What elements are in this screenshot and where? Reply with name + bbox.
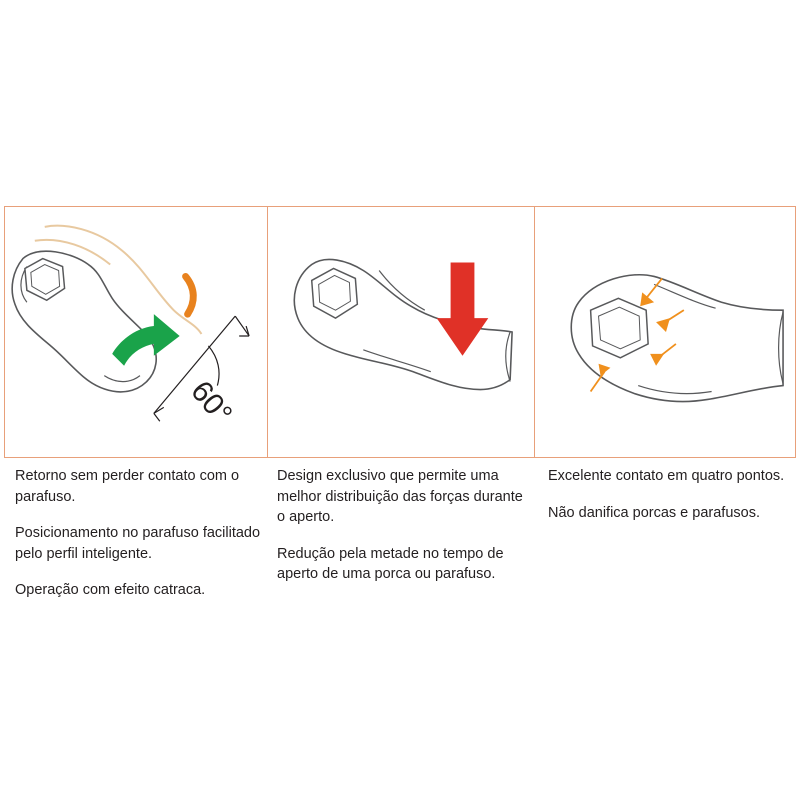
caption-column-3 (548, 466, 794, 523)
hex-bolt-head-icon (591, 298, 649, 358)
caption-text: Excelente contato em quatro pontos. (548, 468, 785, 484)
orange-arc-icon (186, 276, 194, 314)
panel-four-point-contact (534, 206, 796, 458)
panel-exclusive-design (267, 206, 535, 458)
panel-row (4, 206, 796, 458)
caption-text: Redução pela metade no tempo de aperto de uma porca ou parafuso. (277, 545, 504, 583)
caption-text: Posicionamento no parafuso facilitado pelo perfil inteligente. (15, 525, 261, 562)
panel-return-without-losing-contact (4, 206, 268, 458)
angle-label: 60° (184, 374, 239, 431)
caption-column-2 (277, 466, 525, 585)
caption-row (0, 466, 800, 631)
figure-wrench-benefits (0, 200, 800, 635)
caption-text: Operação com efeito catraca. (15, 582, 206, 599)
caption-column-1 (15, 466, 261, 601)
caption-text: Retorno sem perder contato com o parafuso. (15, 468, 240, 505)
caption-text: Design exclusivo que permite uma melhor distribuição das forças durante o aperto. (277, 468, 523, 526)
caption-text: Não danifica porcas e parafusos. (548, 504, 760, 521)
